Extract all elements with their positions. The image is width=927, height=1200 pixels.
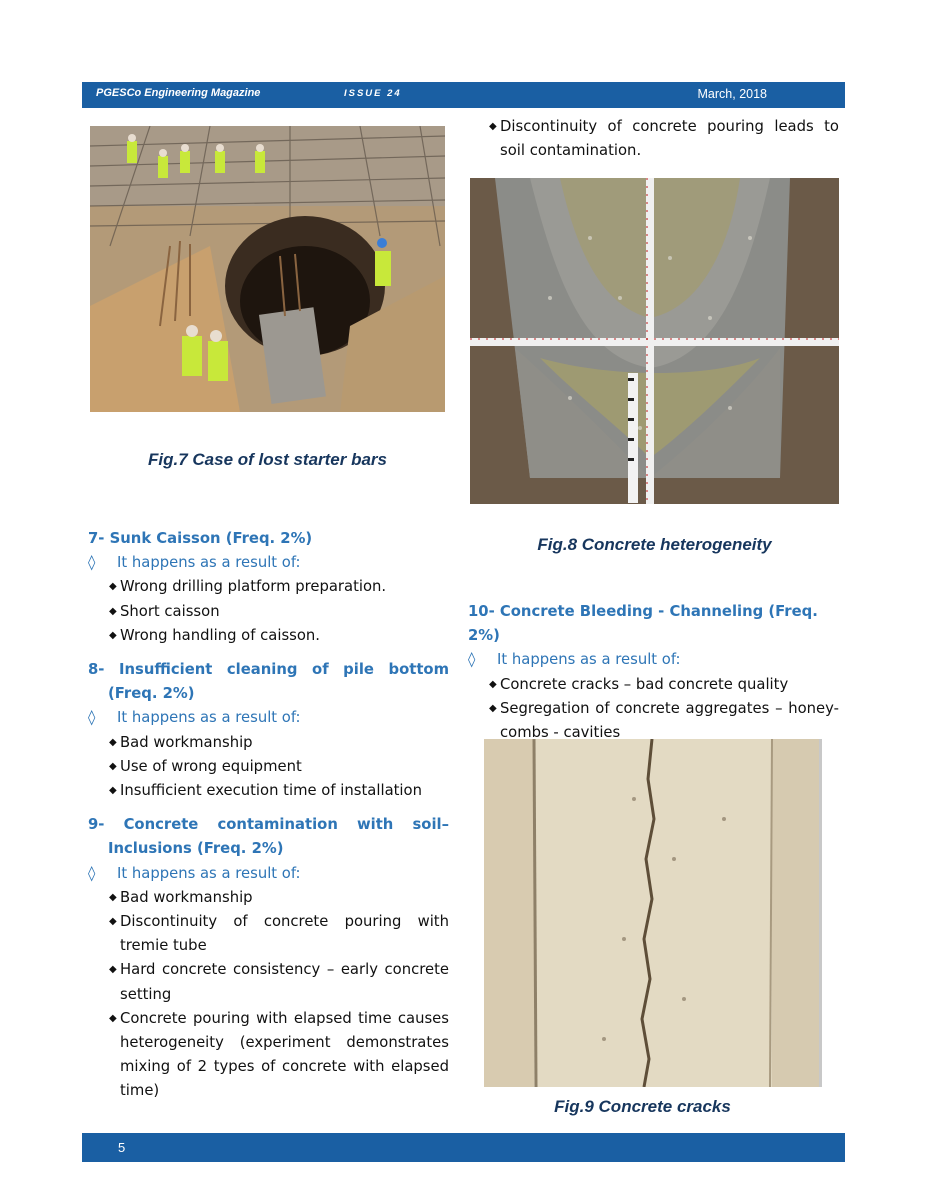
- list-item: ◆ Discontinuity of concrete pouring leads to soil contamination.: [489, 118, 839, 160]
- left-column: [88, 527, 449, 1104]
- section-9-intro: ◊ It happens as a result of:: [88, 864, 301, 882]
- section-10-heading: 10- Concrete Bleeding - Channeling (Freq. 2%): [468, 603, 818, 645]
- list-item: ◆ Wrong drilling platform preparation.: [109, 578, 387, 596]
- list-item: ◆ Discontinuity of concrete pouring with tremie tube: [109, 913, 449, 955]
- right-column-section-10: [468, 600, 839, 745]
- issue-number: ISSUE 24: [344, 88, 402, 99]
- fig8-caption: Fig.8 Concrete heterogeneity: [537, 535, 772, 554]
- list-item: ◆ Hard concrete consistency – early concrete setting: [109, 961, 449, 1003]
- fig8-photo: [470, 178, 839, 504]
- list-item: ◆ Insufficient execution time of installation: [109, 782, 422, 800]
- list-item: ◆ Segregation of concrete aggregates – honey-combs - cavities: [489, 699, 839, 742]
- fig7-photo: [90, 126, 445, 412]
- list-item: ◆ Bad workmanship: [109, 888, 253, 906]
- list-item: ◆ Wrong handling of caisson.: [109, 626, 320, 644]
- magazine-title: PGESCo Engineering Magazine: [96, 87, 261, 99]
- section-10-intro: ◊ It happens as a result of:: [468, 651, 681, 669]
- right-column-top: [468, 115, 839, 163]
- section-9-heading-line2: Inclusions (Freq. 2%): [108, 840, 284, 858]
- fig9-photo: [484, 739, 822, 1087]
- list-item: ◆ Use of wrong equipment: [109, 757, 302, 775]
- list-item: ◆ Short caisson: [109, 602, 220, 620]
- header-bar: [82, 82, 845, 108]
- section-8-intro: ◊ It happens as a result of:: [88, 709, 301, 727]
- page-number: 5: [118, 1140, 126, 1155]
- list-item: ◆ Concrete cracks – bad concrete quality: [489, 675, 789, 693]
- section-9-heading-line1: 9- Concrete contamination with soil–: [88, 816, 449, 834]
- issue-date: March, 2018: [697, 87, 767, 101]
- section-8-heading: 8- Insufficient cleaning of pile bottom (Freq. 2%): [88, 661, 449, 703]
- section-7-intro: ◊ It happens as a result of:: [88, 554, 301, 572]
- list-item: ◆ Concrete pouring with elapsed time causes heterogeneity (experiment demonstrates mixing of 2 types of concrete with elapsed time): [109, 1009, 449, 1100]
- section-7-heading: 7- Sunk Caisson (Freq. 2%): [88, 530, 313, 547]
- list-item: ◆ Bad workmanship: [109, 733, 253, 751]
- fig7-caption: Fig.7 Case of lost starter bars: [147, 450, 388, 469]
- footer-bar: [82, 1133, 845, 1162]
- fig9-caption: Fig.9 Concrete cracks: [554, 1097, 731, 1116]
